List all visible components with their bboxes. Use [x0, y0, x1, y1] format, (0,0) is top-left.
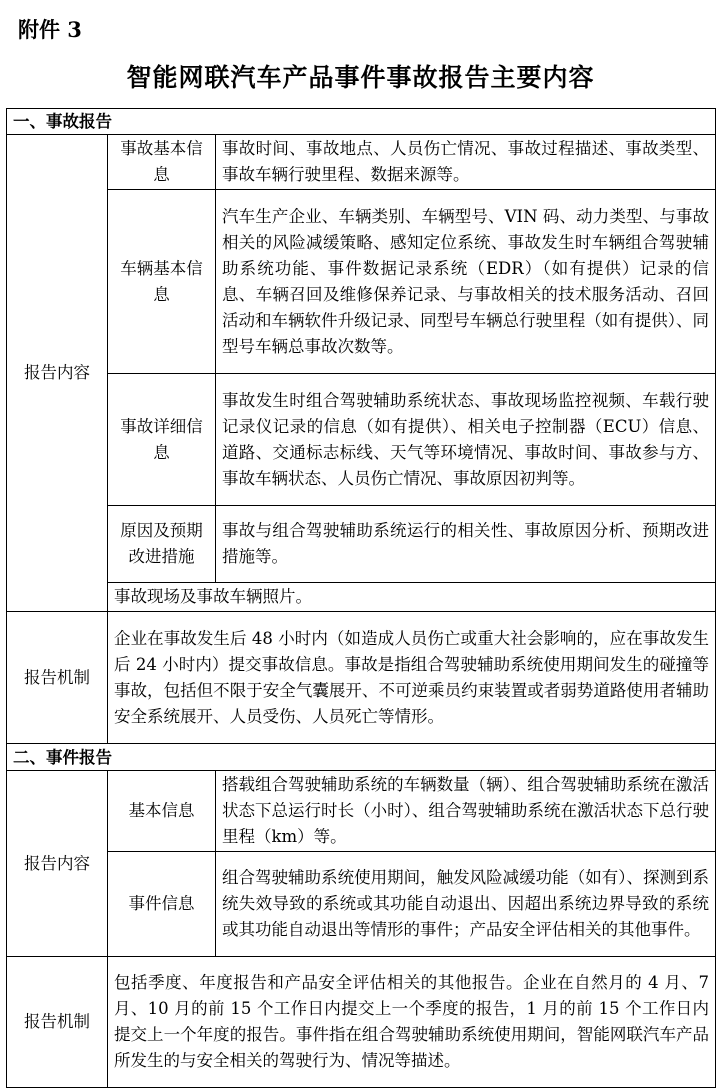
cause-improvement-text: 事故与组合驾驶辅助系统运行的相关性、事故原因分析、预期改进措施等。 [216, 506, 716, 583]
event-info-label: 事件信息 [108, 852, 216, 957]
table-row [7, 374, 716, 506]
table-row [7, 135, 716, 190]
event-basic-info-label: 基本信息 [108, 771, 216, 852]
table-row [7, 957, 716, 1088]
accident-detail-info-text: 事故发生时组合驾驶辅助系统状态、事故现场监控视频、车载行驶记录仪记录的信息（如有提供）、相关电子控制器（ECU）信息、道路、交通标志标线、天气等环境情况、事故时间、事故参与方、事故车辆状态、人员伤亡情况、事故原因初判等。 [216, 374, 716, 506]
section-event-header [7, 744, 716, 771]
table-row [7, 771, 716, 852]
section-accident-header [7, 109, 716, 135]
section-accident-title: 一、事故报告 [7, 109, 716, 135]
accident-mechanism-text: 企业在事故发生后 48 小时内（如造成人员伤亡或重大社会影响的，应在事故发生后 24 小时内）提交事故信息。事故是指组合驾驶辅助系统使用期间发生的碰撞等事故，包括但不限于安全气囊展开、不可逆乘员约束装置或者弱势道路使用者辅助安全系统展开、人员受伤、人员死亡等情形。 [108, 612, 716, 744]
table-row [7, 583, 716, 612]
accident-basic-info-text: 事故时间、事故地点、人员伤亡情况、事故过程描述、事故类型、事故车辆行驶里程、数据来源等。 [216, 135, 716, 190]
table-row [7, 506, 716, 583]
document-title: 智能网联汽车产品事件事故报告主要内容 [126, 63, 595, 92]
event-mechanism-label: 报告机制 [7, 957, 108, 1088]
accident-mechanism-label: 报告机制 [7, 612, 108, 744]
accident-content-label: 报告内容 [7, 135, 108, 612]
cause-improvement-label: 原因及预期改进措施 [108, 506, 216, 583]
event-mechanism-text: 包括季度、年度报告和产品安全评估相关的其他报告。企业在自然月的 4 月、7 月、10 月的前 15 个工作日内提交上一个季度的报告，1 月的前 15 个工作日内提交上一个年度的报告。事件指在组合驾驶辅助系统使用期间，智能网联汽车产品所发生的与安全相关的驾驶行为、情况等描述。 [108, 957, 716, 1088]
event-info-text: 组合驾驶辅助系统使用期间，触发风险减缓功能（如有）、探测到系统失效导致的系统或其功能自动退出、因超出系统边界导致的系统或其功能自动退出等情形的事件；产品安全评估相关的其他事件。 [216, 852, 716, 957]
event-basic-info-text: 搭载组合驾驶辅助系统的车辆数量（辆）、组合驾驶辅助系统在激活状态下总运行时长（小时）、组合驾驶辅助系统在激活状态下总行驶里程（km）等。 [216, 771, 716, 852]
event-content-label: 报告内容 [7, 771, 108, 957]
section-event-title: 二、事件报告 [7, 744, 716, 771]
table-row [7, 190, 716, 374]
table-row [7, 612, 716, 744]
accident-detail-info-label: 事故详细信息 [108, 374, 216, 506]
attachment-label: 附件 3 [18, 17, 82, 42]
accident-photos-text: 事故现场及事故车辆照片。 [108, 583, 716, 612]
vehicle-basic-info-text: 汽车生产企业、车辆类别、车辆型号、VIN 码、动力类型、与事故相关的风险减缓策略、感知定位系统、事故发生时车辆组合驾驶辅助系统功能、事件数据记录系统（EDR）（如有提供）记录的信息、车辆召回及维修保养记录、与事故相关的技术服务活动、召回活动和车辆软件升级记录、同型号车辆总行驶里程（如有提供）、同型号车辆总事故次数等。 [216, 190, 716, 374]
accident-basic-info-label: 事故基本信息 [108, 135, 216, 190]
report-table [6, 108, 716, 1088]
vehicle-basic-info-label: 车辆基本信息 [108, 190, 216, 374]
table-row [7, 852, 716, 957]
